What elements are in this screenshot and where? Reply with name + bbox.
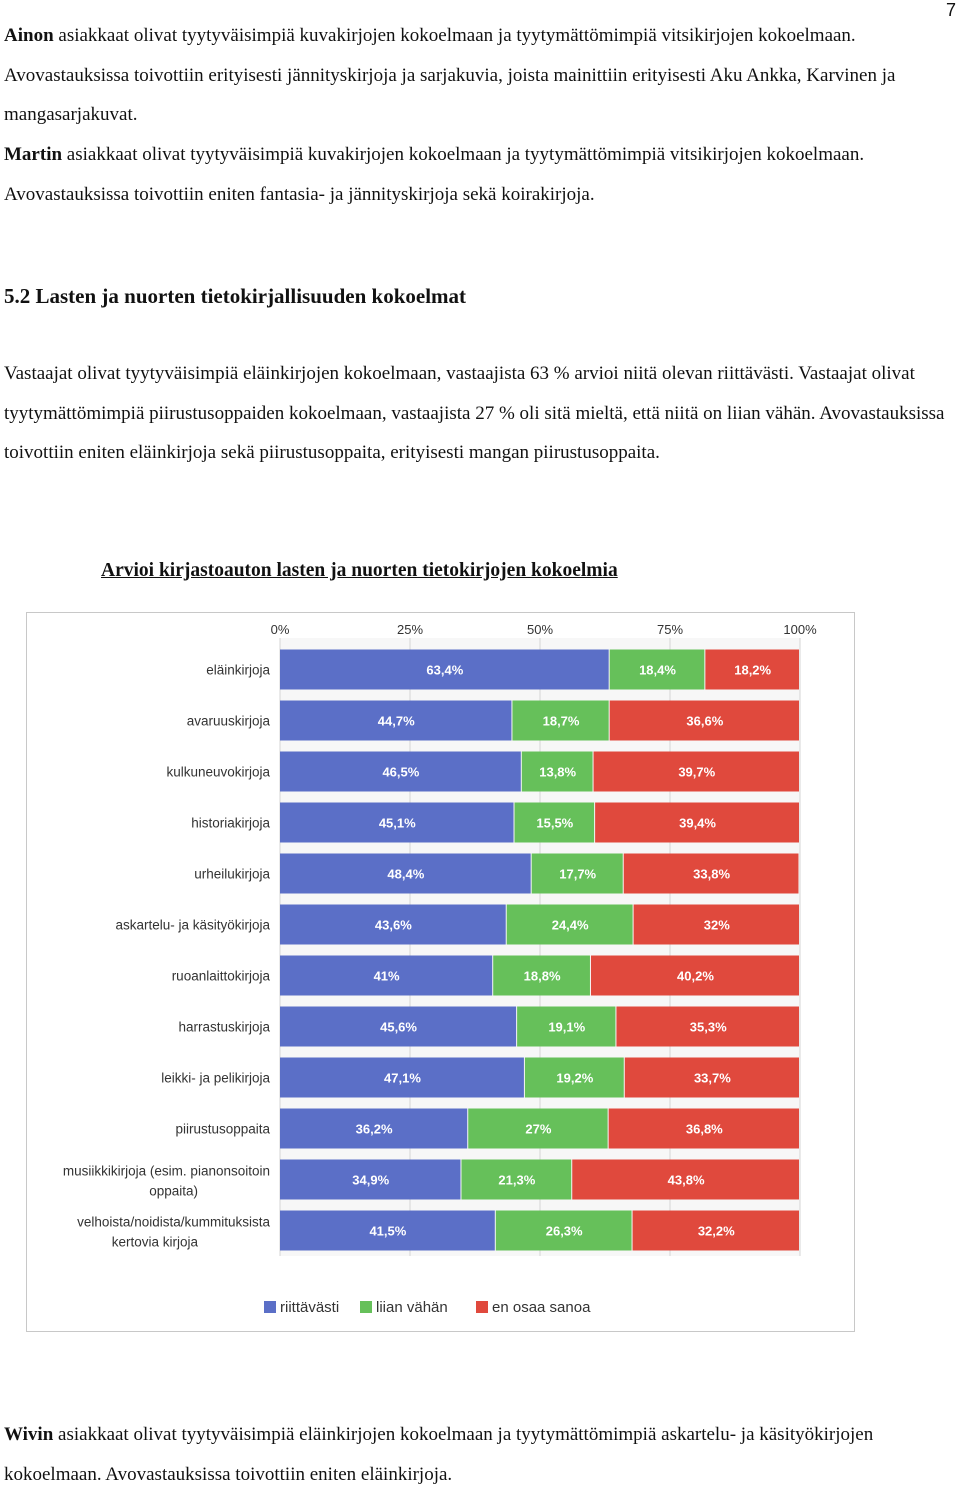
data-label: 40,2% [677,968,714,984]
paragraph-text: asiakkaat olivat tyytyväisimpiä kuvakirjojen kokoelmaan ja tyytymättömimpiä vitsikirjojen kokoelmaan. Avovastauksissa toivottiin eniten fantasia- ja jännityskirjoja sekä koirakirjoja. [4,144,865,205]
category-label [206,663,270,678]
data-label: 32% [703,917,730,933]
category-label-line: piirustusoppaita [175,1121,270,1137]
data-label: 13,8% [539,764,577,780]
section-heading: 5.2 Lasten ja nuorten tietokirjallisuuden kokoelmat [4,284,467,308]
stacked-bar-chart [26,612,855,1332]
data-label: 39,7% [678,764,716,780]
data-label: 43,6% [374,917,412,933]
data-label: 15,5% [536,815,574,831]
data-label: 27% [525,1121,552,1137]
category-label [161,1071,270,1086]
data-label: 18,8% [523,968,561,984]
data-label: 32,2% [697,1223,735,1239]
x-tick-label: 75% [656,622,684,637]
data-label: 21,3% [498,1172,536,1188]
category-label [166,765,270,780]
category-label-line: oppaita) [149,1183,198,1199]
legend-label: en osaa sanoa [492,1299,591,1316]
paragraph-ainon [4,16,950,135]
data-label: 39,4% [679,815,716,831]
category-label-line: ruoanlaittokirjoja [171,968,270,984]
legend-label: liian vähän [376,1299,448,1316]
x-tick-label: 100% [783,622,817,637]
paragraph-lead: Martin [4,144,63,165]
data-label: 44,7% [377,713,415,729]
paragraph-wivin [4,1415,950,1494]
data-label: 18,7% [542,713,580,729]
paragraph-summary: Vastaajat olivat tyytyväisimpiä eläinkirjojen kokoelmaan, vastaajista 63 % arvioi niitä olevan riittävästi. Vastaajat olivat tyytymättömimpiä piirustusoppaiden kokoelmaan, vastaajista 27 % oli sitä mieltä, että niitä on liian vähän. Avovastauksissa toivottiin eniten eläinkirjoja sekä piirustusoppaita, erityisesti mangan piirustusoppaita. [4,363,945,463]
data-label: 17,7% [559,866,597,882]
x-tick-label: 50% [526,622,554,637]
data-label: 34,9% [352,1172,390,1188]
category-label-line: urheilukirjoja [194,866,270,882]
chart-title: Arvioi kirjastoauton lasten ja nuorten tietokirjojen kokoelmia [101,560,618,581]
legend-label: riittävästi [280,1299,340,1316]
data-label: 19,2% [556,1070,594,1086]
paragraph-text: asiakkaat olivat tyytyväisimpiä kuvakirjojen kokoelmaan ja tyytymättömimpiä vitsikirjojen kokoelmaan. Avovastauksissa toivottiin erityisesti jännityskirjoja ja sarjakuvia, joista mainittiin erityisesti Aku Ankka, Karvinen ja mangasarjakuvat. [4,25,896,125]
data-label: 43,8% [667,1172,705,1188]
legend-swatch [360,1301,372,1313]
category-label-line: musiikkikirjoja (esim. pianonsoitoin [62,1163,270,1179]
chart-svg [26,612,855,1332]
category-label [194,867,270,882]
data-label: 33,8% [693,866,731,882]
page-number: 7 [945,0,956,20]
data-label: 19,1% [548,1019,586,1035]
category-label [187,714,271,729]
paragraph-text: asiakkaat olivat tyytyväisimpiä eläinkirjojen kokoelmaan ja tyytymättömimpiä askartelu- ja käsityökirjojen kokoelmaan. Avovastauksissa toivottiin eniten eläinkirjoja. [4,1424,874,1485]
category-label [115,918,270,933]
category-label-line: velhoista/noidista/kummituksista [77,1214,270,1230]
x-tick-label: 25% [396,622,424,637]
data-label: 46,5% [382,764,420,780]
data-label: 48,4% [387,866,425,882]
paragraph-martin [4,135,950,214]
x-tick-label: 0% [270,622,290,637]
category-label [191,816,270,831]
category-label-line: kertovia kirjoja [111,1234,198,1250]
category-label-line: askartelu- ja käsityökirjoja [115,917,270,933]
data-label: 41,5% [369,1223,407,1239]
category-label-line: kulkuneuvokirjoja [166,764,270,780]
data-label: 24,4% [551,917,589,933]
data-label: 35,3% [689,1019,727,1035]
category-label [172,969,271,984]
data-label: 45,6% [380,1019,417,1035]
category-label-line: harrastuskirjoja [178,1019,270,1035]
data-label: 36,8% [685,1121,723,1137]
category-label-line: avaruuskirjoja [186,713,270,729]
data-label: 26,3% [545,1223,583,1239]
data-label: 36,6% [686,713,724,729]
category-label [178,1020,270,1035]
data-label: 18,4% [639,662,676,678]
legend-swatch [264,1301,276,1313]
category-label [175,1122,270,1137]
data-label: 41% [373,968,400,984]
data-label: 36,2% [355,1121,393,1137]
paragraph-lead: Wivin [4,1424,54,1445]
data-label: 63,4% [426,662,464,678]
category-label-line: historiakirjoja [191,815,270,831]
data-label: 18,2% [734,662,772,678]
legend-swatch [476,1301,488,1313]
data-label: 33,7% [693,1070,731,1086]
category-label-line: eläinkirjoja [206,662,270,678]
paragraph-lead: Ainon [4,25,54,46]
data-label: 47,1% [384,1070,421,1086]
data-label: 45,1% [378,815,416,831]
category-label-line: leikki- ja pelikirjoja [161,1070,270,1086]
